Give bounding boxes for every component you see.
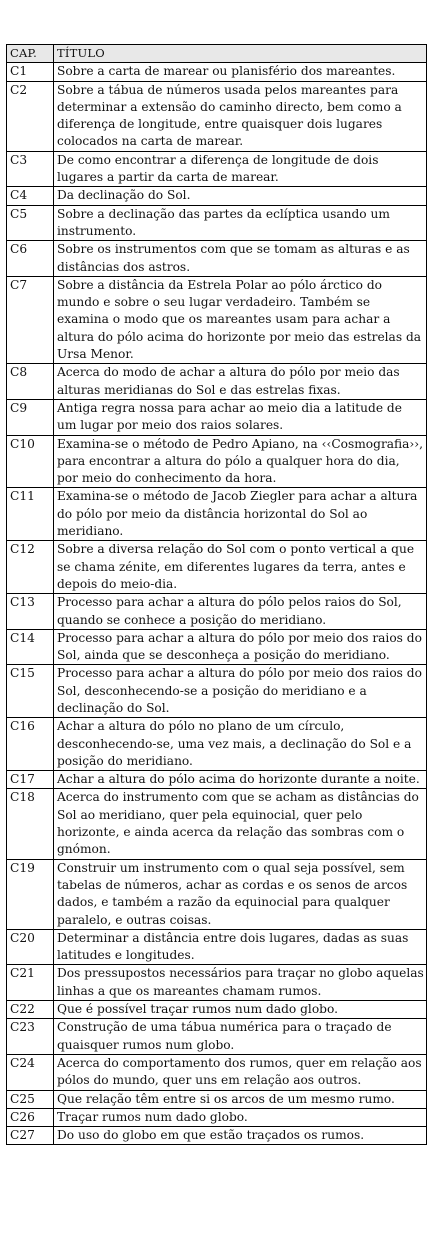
chapter-cell: C3 xyxy=(7,151,54,187)
table-row xyxy=(7,965,427,1001)
title-cell: Sobre a carta de marear ou planisfério dos mareantes. xyxy=(54,63,427,81)
chapter-cell: C2 xyxy=(7,81,54,151)
table-row xyxy=(7,1090,427,1108)
title-cell: Achar a altura do pólo no plano de um círculo, desconhecendo-se, uma vez mais, a declinação do Sol e a posição do meridiano. xyxy=(54,718,427,771)
chapter-cell: C16 xyxy=(7,718,54,771)
chapter-cell: C4 xyxy=(7,187,54,205)
title-cell: Que é possível traçar rumos num dado globo. xyxy=(54,1001,427,1019)
title-cell: Determinar a distância entre dois lugares, dadas as suas latitudes e longitudes. xyxy=(54,929,427,965)
chapters-table-container xyxy=(6,44,426,1145)
table-row xyxy=(7,929,427,965)
table-row xyxy=(7,81,427,151)
title-cell: Sobre a distância da Estrela Polar ao pólo árctico do mundo e sobre o seu lugar verdadeiro. Também se examina o modo que os mareantes usam para achar a altura do pólo acima do horizonte por meio das estrelas da Ursa Menor. xyxy=(54,276,427,363)
chapter-cell: C26 xyxy=(7,1108,54,1126)
table-row xyxy=(7,435,427,488)
chapter-cell: C6 xyxy=(7,241,54,277)
table-row xyxy=(7,789,427,859)
title-cell: Do uso do globo em que estão traçados os rumos. xyxy=(54,1127,427,1145)
chapter-cell: C23 xyxy=(7,1019,54,1055)
table-row xyxy=(7,859,427,929)
title-cell: Traçar rumos num dado globo. xyxy=(54,1108,427,1126)
chapter-cell: C18 xyxy=(7,789,54,859)
table-row xyxy=(7,488,427,541)
header-titulo: TÍTULO xyxy=(54,45,427,63)
table-row xyxy=(7,151,427,187)
table-row xyxy=(7,1127,427,1145)
title-cell: Acerca do modo de achar a altura do pólo por meio das alturas meridianas do Sol e das estrelas fixas. xyxy=(54,364,427,400)
table-row xyxy=(7,594,427,630)
chapter-cell: C8 xyxy=(7,364,54,400)
table-row xyxy=(7,241,427,277)
title-cell: Sobre a declinação das partes da eclíptica usando um instrumento. xyxy=(54,205,427,241)
chapter-cell: C24 xyxy=(7,1054,54,1090)
table-row xyxy=(7,187,427,205)
title-cell: Da declinação do Sol. xyxy=(54,187,427,205)
table-row xyxy=(7,399,427,435)
table-row xyxy=(7,63,427,81)
chapters-table xyxy=(6,44,427,1145)
title-cell: Processo para achar a altura do pólo por meio dos raios do Sol, ainda que se desconheça a posição do meridiano. xyxy=(54,629,427,665)
title-cell: Examina-se o método de Jacob Ziegler para achar a altura do pólo por meio da distância horizontal do Sol ao meridiano. xyxy=(54,488,427,541)
table-row xyxy=(7,541,427,594)
chapter-cell: C15 xyxy=(7,665,54,718)
chapter-cell: C5 xyxy=(7,205,54,241)
title-cell: Sobre a diversa relação do Sol com o ponto vertical a que se chama zénite, em diferentes lugares da terra, antes e depois do meio-dia. xyxy=(54,541,427,594)
title-cell: Dos pressupostos necessários para traçar no globo aquelas linhas a que os mareantes chamam rumos. xyxy=(54,965,427,1001)
table-row xyxy=(7,1054,427,1090)
table-row xyxy=(7,276,427,363)
title-cell: Construção de uma tábua numérica para o traçado de quaisquer rumos num globo. xyxy=(54,1019,427,1055)
table-row xyxy=(7,629,427,665)
chapter-cell: C14 xyxy=(7,629,54,665)
chapter-cell: C25 xyxy=(7,1090,54,1108)
table-row xyxy=(7,1108,427,1126)
header-row xyxy=(7,45,427,63)
title-cell: Examina-se o método de Pedro Apiano, na ‹‹Cosmografia››, para encontrar a altura do pólo a qualquer hora do dia, por meio do conhecimento da hora. xyxy=(54,435,427,488)
chapter-cell: C22 xyxy=(7,1001,54,1019)
title-cell: Sobre a tábua de números usada pelos mareantes para determinar a extensão do caminho directo, bem como a diferença de longitude, entre quaisquer dois lugares colocados na carta de marear. xyxy=(54,81,427,151)
title-cell: Antiga regra nossa para achar ao meio dia a latitude de um lugar por meio dos raios solares. xyxy=(54,399,427,435)
title-cell: Processo para achar a altura do pólo por meio dos raios do Sol, desconhecendo-se a posição do meridiano e a declinação do Sol. xyxy=(54,665,427,718)
chapter-cell: C10 xyxy=(7,435,54,488)
header-cap: CAP. xyxy=(7,45,54,63)
chapter-cell: C1 xyxy=(7,63,54,81)
table-row xyxy=(7,1019,427,1055)
title-cell: Acerca do comportamento dos rumos, quer em relação aos pólos do mundo, quer uns em relação aos outros. xyxy=(54,1054,427,1090)
table-row xyxy=(7,205,427,241)
chapter-cell: C12 xyxy=(7,541,54,594)
chapter-cell: C19 xyxy=(7,859,54,929)
table-row xyxy=(7,364,427,400)
chapter-cell: C7 xyxy=(7,276,54,363)
title-cell: Achar a altura do pólo acima do horizonte durante a noite. xyxy=(54,771,427,789)
title-cell: Sobre os instrumentos com que se tomam as alturas e as distâncias dos astros. xyxy=(54,241,427,277)
chapter-cell: C17 xyxy=(7,771,54,789)
title-cell: De como encontrar a diferença de longitude de dois lugares a partir da carta de marear. xyxy=(54,151,427,187)
chapter-cell: C9 xyxy=(7,399,54,435)
chapter-cell: C13 xyxy=(7,594,54,630)
chapter-cell: C27 xyxy=(7,1127,54,1145)
table-row xyxy=(7,771,427,789)
title-cell: Processo para achar a altura do pólo pelos raios do Sol, quando se conhece a posição do meridiano. xyxy=(54,594,427,630)
table-row xyxy=(7,718,427,771)
chapter-cell: C21 xyxy=(7,965,54,1001)
chapter-cell: C20 xyxy=(7,929,54,965)
table-row xyxy=(7,1001,427,1019)
title-cell: Construir um instrumento com o qual seja possível, sem tabelas de números, achar as cordas e os senos de arcos dados, e também a razão da equinocial para qualquer paralelo, e outras coisas. xyxy=(54,859,427,929)
title-cell: Acerca do instrumento com que se acham as distâncias do Sol ao meridiano, quer pela equinocial, quer pelo horizonte, e ainda acerca da relação das sombras com o gnómon. xyxy=(54,789,427,859)
table-row xyxy=(7,665,427,718)
title-cell: Que relação têm entre si os arcos de um mesmo rumo. xyxy=(54,1090,427,1108)
chapter-cell: C11 xyxy=(7,488,54,541)
